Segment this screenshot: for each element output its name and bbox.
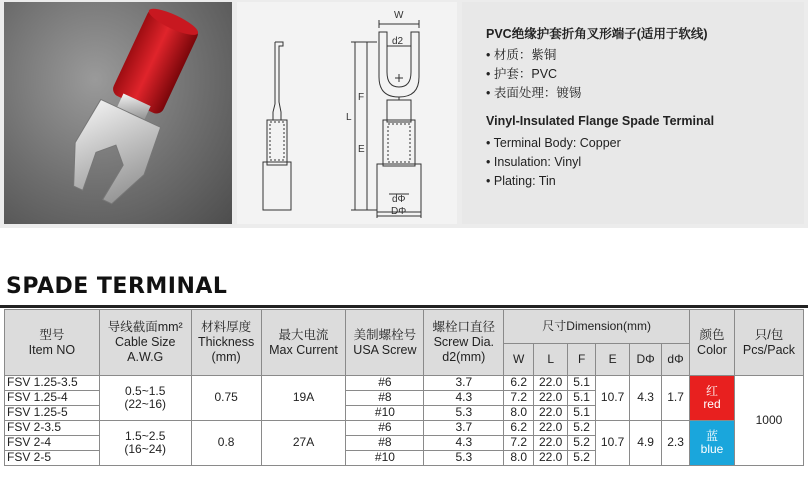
l-cell: 22.0	[534, 451, 568, 466]
dia-cell: 3.7	[424, 376, 504, 391]
item-cell: FSV 1.25-5	[5, 406, 100, 421]
e-cell: 10.7	[596, 376, 630, 421]
f-cell: 5.1	[568, 376, 596, 391]
product-description	[462, 2, 804, 224]
header-f: F	[568, 344, 596, 376]
e-cell: 10.7	[596, 421, 630, 466]
header-dimension: 尺寸Dimension(mm)	[504, 310, 690, 344]
w-cell: 7.2	[504, 391, 534, 406]
thickness-cell: 0.8	[191, 421, 261, 466]
header-e: E	[596, 344, 630, 376]
feature-cn-material: • 材质：紫铜	[486, 46, 581, 65]
header-pcs: 只/包 Pcs/Pack	[734, 310, 803, 376]
features-en	[486, 134, 621, 191]
product-photo	[4, 2, 232, 224]
f-cell: 5.2	[568, 421, 596, 436]
dia-cell: 3.7	[424, 421, 504, 436]
cable-cell: 1.5~2.5 (16~24)	[99, 421, 191, 466]
label-f: F	[358, 92, 365, 103]
item-cell: FSV 2-3.5	[5, 421, 100, 436]
screw-cell: #10	[346, 451, 424, 466]
feature-en-plating: • Plating: Tin	[486, 172, 621, 191]
w-cell: 7.2	[504, 436, 534, 451]
screw-cell: #6	[346, 421, 424, 436]
w-cell: 6.2	[504, 421, 534, 436]
header-current: 最大电流 Max Current	[261, 310, 346, 376]
f-cell: 5.1	[568, 391, 596, 406]
label-w: W	[394, 10, 404, 21]
spade-terminal-photo	[4, 2, 232, 224]
color-cell-blue: 蓝 blue	[690, 421, 735, 466]
table-row	[5, 376, 804, 391]
dphi-cell: 1.7	[662, 376, 690, 421]
feature-cn-sleeve: • 护套：PVC	[486, 65, 581, 84]
w-cell: 8.0	[504, 451, 534, 466]
item-cell: FSV 1.25-3.5	[5, 376, 100, 391]
current-cell: 27A	[261, 421, 346, 466]
cable-cell: 0.5~1.5 (22~16)	[99, 376, 191, 421]
label-l: L	[346, 112, 352, 123]
header-screw: 美制螺栓号 USA Screw	[346, 310, 424, 376]
header-diameter: 螺栓口直径 Screw Dia. d2(mm)	[424, 310, 504, 376]
f-cell: 5.1	[568, 406, 596, 421]
item-cell: FSV 1.25-4	[5, 391, 100, 406]
section-divider	[0, 305, 808, 308]
dimension-diagram	[237, 2, 457, 224]
screw-cell: #6	[346, 376, 424, 391]
product-header	[0, 0, 808, 228]
f-cell: 5.2	[568, 451, 596, 466]
dia-cell: 4.3	[424, 436, 504, 451]
feature-en-insulation: • Insulation: Vinyl	[486, 153, 621, 172]
header-dphi: dΦ	[662, 344, 690, 376]
title-en: Vinyl-Insulated Flange Spade Terminal	[486, 114, 715, 128]
color-cell-red: 红 red	[690, 376, 735, 421]
l-cell: 22.0	[534, 376, 568, 391]
label-dphi: dΦ	[392, 194, 406, 205]
dia-cell: 5.3	[424, 451, 504, 466]
table-row	[5, 421, 804, 436]
features-cn	[486, 46, 581, 103]
dphi-cell: 2.3	[662, 421, 690, 466]
pcs-cell: 1000	[734, 376, 803, 466]
thickness-cell: 0.75	[191, 376, 261, 421]
l-cell: 22.0	[534, 421, 568, 436]
w-cell: 6.2	[504, 376, 534, 391]
Dphi-cell: 4.9	[630, 421, 662, 466]
f-cell: 5.2	[568, 436, 596, 451]
screw-cell: #8	[346, 391, 424, 406]
dia-cell: 5.3	[424, 406, 504, 421]
header-thickness: 材料厚度 Thickness (mm)	[191, 310, 261, 376]
header-color: 颜色 Color	[690, 310, 735, 376]
dia-cell: 4.3	[424, 391, 504, 406]
item-cell: FSV 2-5	[5, 451, 100, 466]
header-Dphi: DΦ	[630, 344, 662, 376]
header-w: W	[504, 344, 534, 376]
item-cell: FSV 2-4	[5, 436, 100, 451]
label-d2: d2	[392, 36, 404, 47]
section-title: SPADE TERMINAL	[6, 274, 228, 299]
screw-cell: #10	[346, 406, 424, 421]
label-Dphi: DΦ	[391, 206, 407, 217]
w-cell: 8.0	[504, 406, 534, 421]
l-cell: 22.0	[534, 436, 568, 451]
screw-cell: #8	[346, 436, 424, 451]
header-item: 型号 Item NO	[5, 310, 100, 376]
l-cell: 22.0	[534, 406, 568, 421]
header-l: L	[534, 344, 568, 376]
l-cell: 22.0	[534, 391, 568, 406]
technical-drawing	[237, 2, 457, 224]
feature-cn-finish: • 表面处理：镀锡	[486, 84, 581, 103]
spec-table	[4, 309, 804, 466]
Dphi-cell: 4.3	[630, 376, 662, 421]
current-cell: 19A	[261, 376, 346, 421]
title-cn: PVC绝缘护套折角叉形端子(适用于软线)	[486, 27, 708, 41]
header-cable: 导线截面mm² Cable Size A.W.G	[99, 310, 191, 376]
feature-en-body: • Terminal Body: Copper	[486, 134, 621, 153]
label-e: E	[358, 144, 365, 155]
